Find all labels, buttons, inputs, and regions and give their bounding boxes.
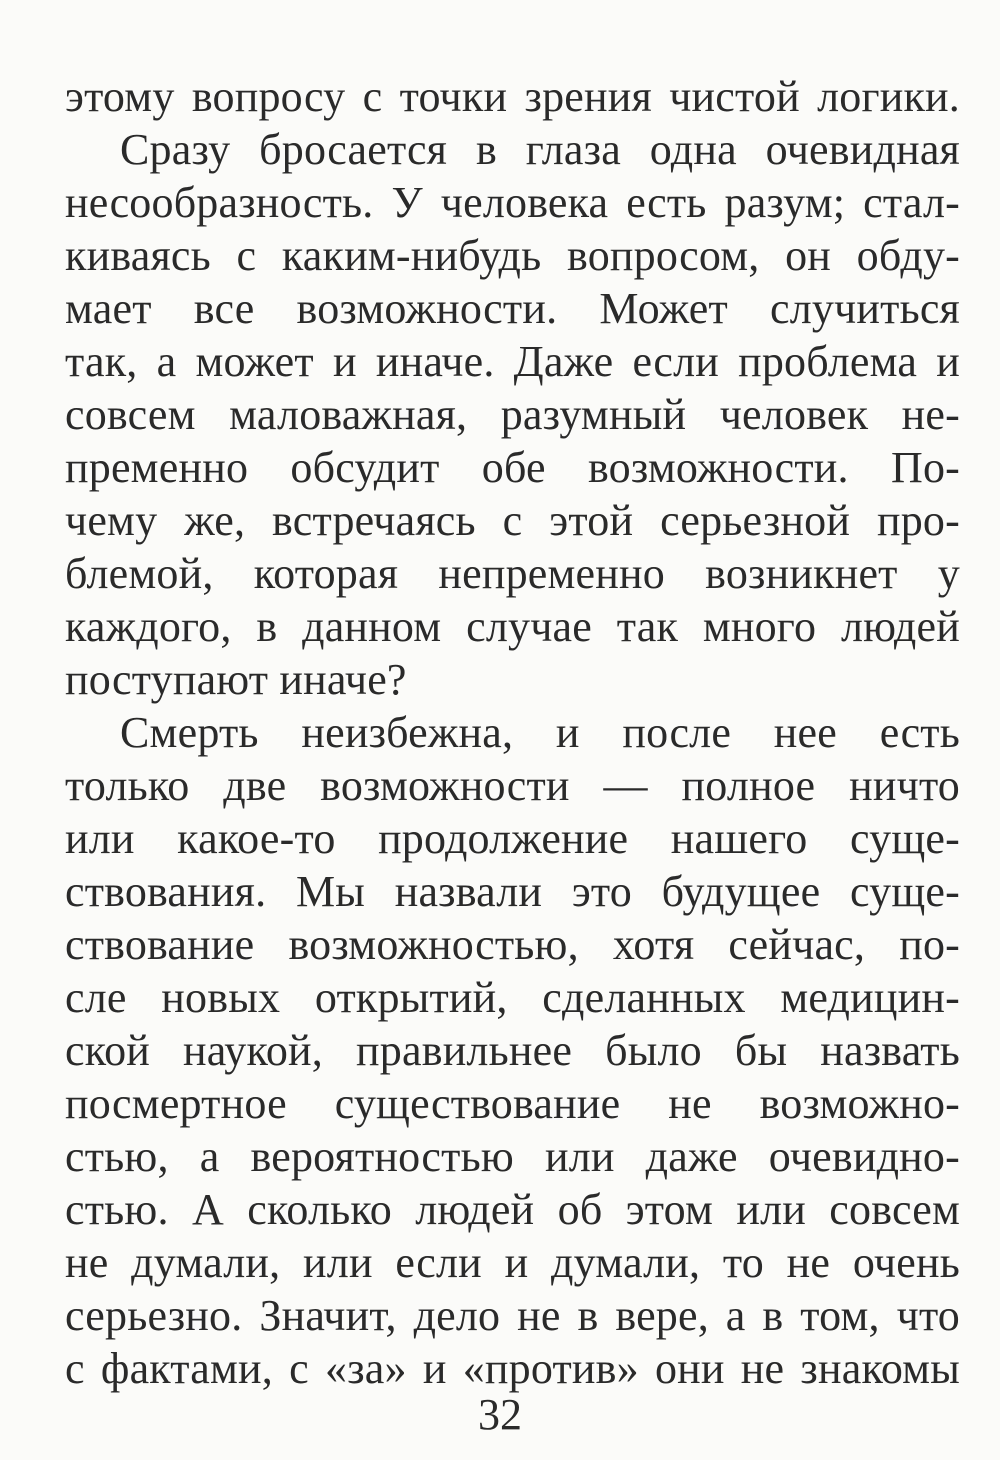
text-line: с фактами, с «за» и «против» они не знакомы bbox=[65, 1344, 960, 1393]
text-line: ской наукой, правильнее было бы назвать bbox=[65, 1026, 960, 1075]
text-line: киваясь с каким-нибудь вопросом, он обду- bbox=[65, 231, 960, 280]
text-line: сле новых открытий, сделанных медицин- bbox=[65, 973, 960, 1022]
text-line: Смерть неизбежна, и после нее есть bbox=[120, 708, 960, 757]
text-line: только две возможности — полное ничто bbox=[65, 761, 960, 810]
text-line: мает все возможности. Может случиться bbox=[65, 284, 960, 333]
text-line: блемой, которая непременно возникнет у bbox=[65, 549, 960, 598]
text-line: этому вопросу с точки зрения чистой логики. bbox=[65, 72, 960, 121]
text-line: пременно обсудит обе возможности. По- bbox=[65, 443, 960, 492]
text-line: серьезно. Значит, дело не в вере, а в том, что bbox=[65, 1291, 960, 1340]
page-number: 32 bbox=[478, 1390, 522, 1439]
text-line: ствование возможностью, хотя сейчас, по- bbox=[65, 920, 960, 969]
text-line: стью, а вероятностью или даже очевидно- bbox=[65, 1132, 960, 1181]
text-line: посмертное существование не возможно- bbox=[65, 1079, 960, 1128]
text-line: поступают иначе? bbox=[65, 655, 407, 704]
text-line: совсем маловажная, разумный человек не- bbox=[65, 390, 960, 439]
text-line: стью. А сколько людей об этом или совсем bbox=[65, 1185, 960, 1234]
text-line: Сразу бросается в глаза одна очевидная bbox=[120, 125, 960, 174]
text-line: так, а может и иначе. Даже если проблема и bbox=[65, 337, 960, 386]
text-line: не думали, или если и думали, то не очень bbox=[65, 1238, 960, 1287]
text-line: или какое-то продолжение нашего суще- bbox=[65, 814, 960, 863]
text-line: чему же, встречаясь с этой серьезной про- bbox=[65, 496, 960, 545]
text-line: ствования. Мы назвали это будущее суще- bbox=[65, 867, 960, 916]
text-line: каждого, в данном случае так много людей bbox=[65, 602, 960, 651]
text-line: несообразность. У человека есть разум; стал- bbox=[65, 178, 960, 227]
